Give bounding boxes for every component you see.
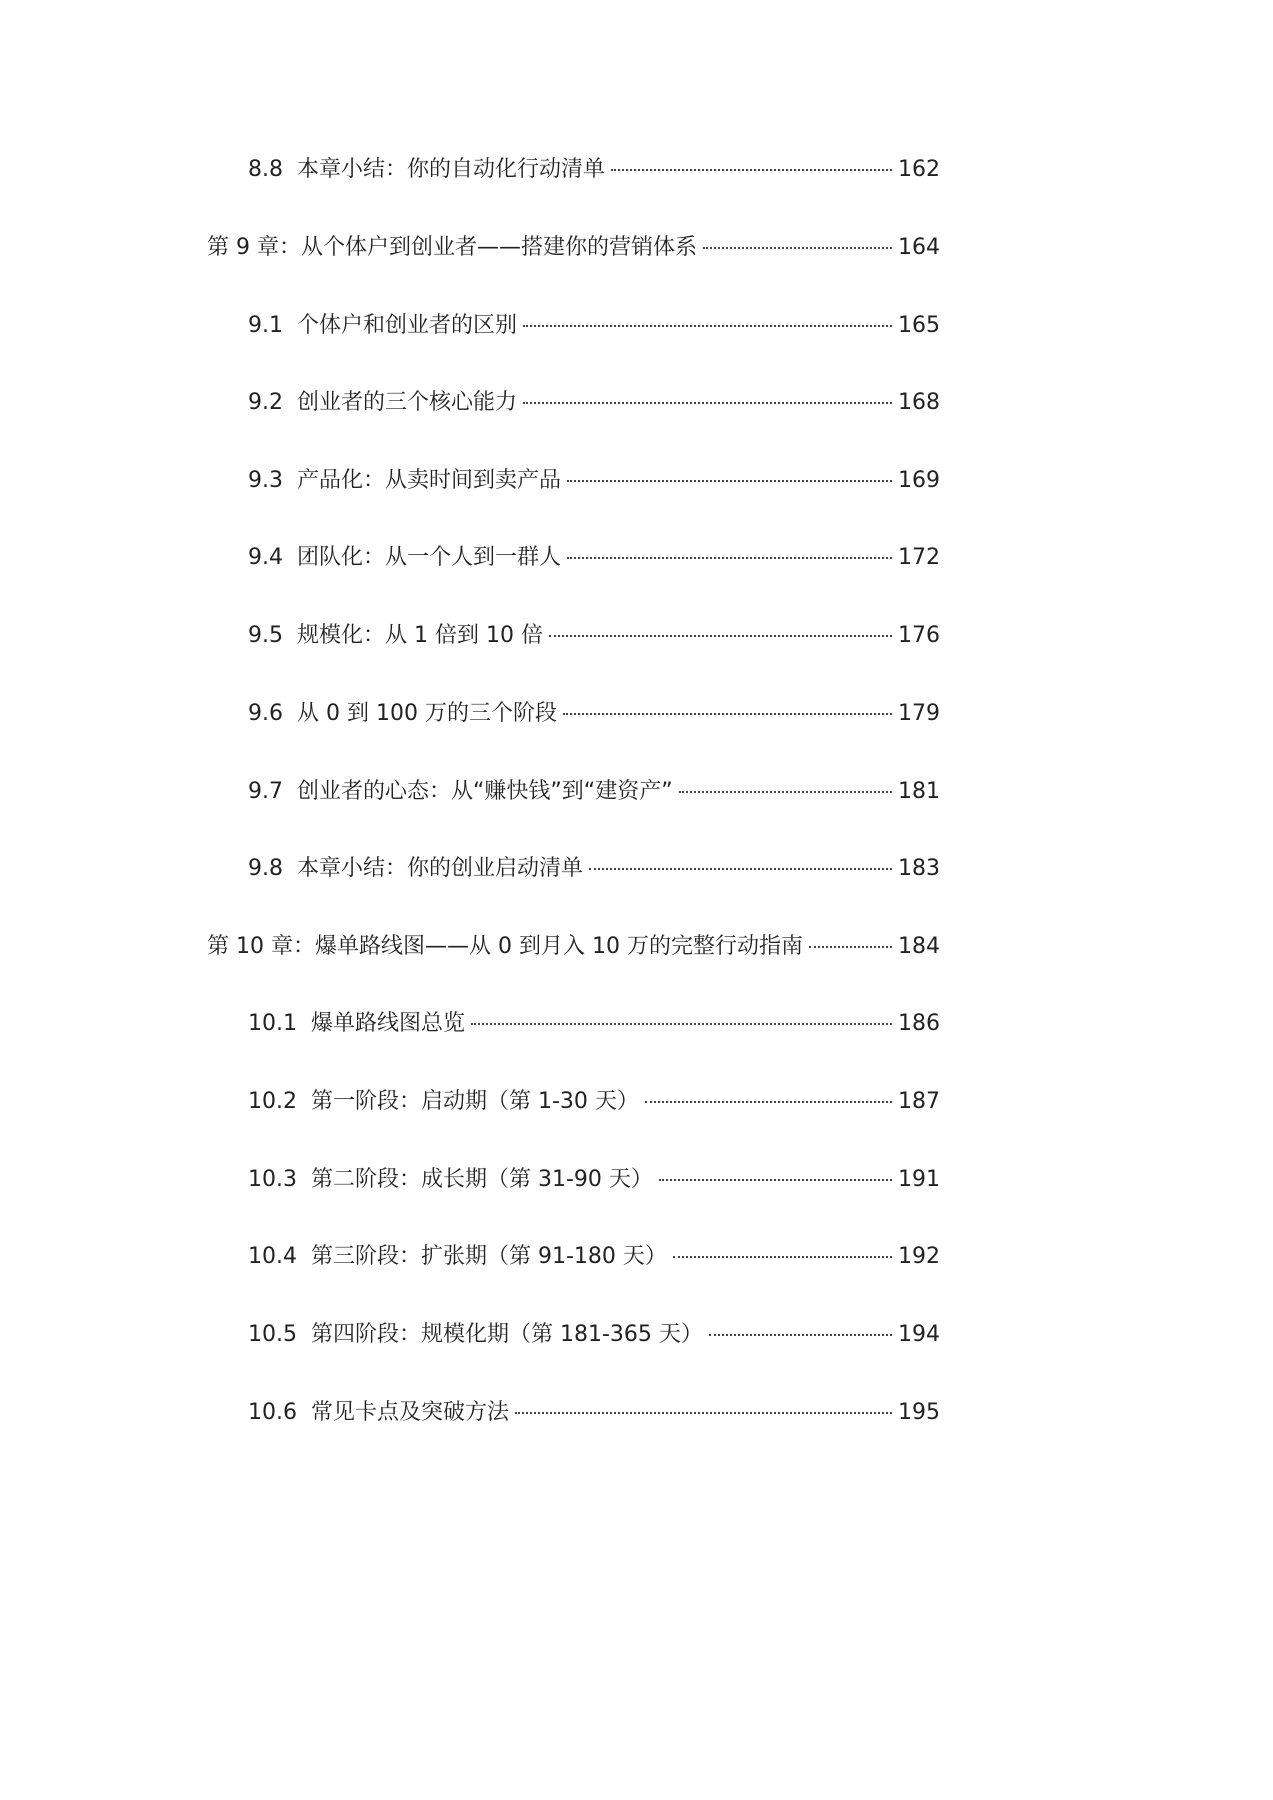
section-number: 10.5 — [248, 1322, 297, 1347]
toc-entry[interactable] — [248, 774, 940, 810]
page-number: 183 — [898, 856, 940, 881]
toc-entry[interactable] — [248, 1084, 940, 1120]
toc-entry[interactable] — [248, 1006, 940, 1042]
section-title: 常见卡点及突破方法 — [310, 1400, 509, 1425]
dot-leader — [471, 1023, 892, 1025]
section-title: 第三阶段：扩张期（第 91-180 天） — [310, 1244, 667, 1269]
dot-leader — [679, 791, 892, 793]
page-number: 176 — [898, 623, 940, 648]
section-title: 从 0 到 100 万的三个阶段 — [297, 701, 557, 726]
section-number: 9.7 — [248, 779, 283, 804]
dot-leader — [659, 1179, 892, 1181]
page-number: 165 — [898, 313, 940, 338]
section-title: 个体户和创业者的区别 — [297, 313, 518, 338]
toc-entry[interactable] — [248, 463, 940, 499]
toc-entry[interactable] — [248, 385, 940, 421]
toc-entry[interactable] — [248, 618, 940, 654]
dot-leader — [809, 946, 892, 948]
dot-leader — [523, 402, 892, 404]
page-number: 191 — [898, 1167, 940, 1192]
chapter-number: 第 9 章： — [207, 235, 301, 260]
section-number: 10.4 — [248, 1244, 297, 1269]
section-number: 10.2 — [248, 1089, 297, 1114]
dot-leader — [523, 325, 892, 327]
page-number: 179 — [898, 701, 940, 726]
dot-leader — [673, 1256, 892, 1258]
dot-leader — [703, 247, 892, 249]
chapter-number: 第 10 章： — [207, 934, 315, 959]
section-title: 爆单路线图总览 — [310, 1011, 465, 1036]
toc-chapter-entry[interactable] — [207, 929, 940, 965]
section-title: 产品化：从卖时间到卖产品 — [297, 468, 562, 493]
section-number: 9.2 — [248, 390, 283, 415]
section-number: 9.6 — [248, 701, 283, 726]
toc-entry[interactable] — [248, 1239, 940, 1275]
page-number: 186 — [898, 1011, 940, 1036]
toc-entry[interactable] — [248, 851, 940, 887]
chapter-title: 爆单路线图——从 0 到月入 10 万的完整行动指南 — [314, 934, 803, 959]
section-title: 第二阶段：成长期（第 31-90 天） — [310, 1167, 653, 1192]
page-number: 169 — [898, 468, 940, 493]
section-number: 9.5 — [248, 623, 283, 648]
section-title: 创业者的三个核心能力 — [297, 390, 518, 415]
page-number: 194 — [898, 1322, 940, 1347]
section-number: 9.4 — [248, 545, 283, 570]
toc-entry[interactable] — [248, 540, 940, 576]
section-title: 创业者的心态：从“赚快钱”到“建资产” — [297, 779, 673, 804]
section-number: 9.3 — [248, 468, 283, 493]
toc-entry[interactable] — [248, 1395, 940, 1431]
dot-leader — [567, 557, 892, 559]
section-title: 本章小结：你的自动化行动清单 — [297, 157, 606, 182]
page-number: 187 — [898, 1089, 940, 1114]
section-number: 9.1 — [248, 313, 283, 338]
toc-chapter-entry[interactable] — [207, 230, 940, 266]
chapter-title: 从个体户到创业者——搭建你的营销体系 — [300, 235, 697, 260]
dot-leader — [645, 1101, 892, 1103]
dot-leader — [515, 1412, 892, 1414]
page-number: 192 — [898, 1244, 940, 1269]
dot-leader — [549, 635, 892, 637]
page-number: 181 — [898, 779, 940, 804]
dot-leader — [709, 1334, 892, 1336]
toc-entry[interactable] — [248, 308, 940, 344]
toc-entry[interactable] — [248, 1317, 940, 1353]
page-number: 162 — [898, 157, 940, 182]
section-number: 10.1 — [248, 1011, 297, 1036]
page-number: 164 — [898, 235, 940, 260]
section-number: 8.8 — [248, 157, 283, 182]
section-number: 10.6 — [248, 1400, 297, 1425]
section-title: 规模化：从 1 倍到 10 倍 — [297, 623, 543, 648]
dot-leader — [567, 480, 892, 482]
dot-leader — [589, 868, 892, 870]
section-title: 本章小结：你的创业启动清单 — [297, 856, 584, 881]
toc-entry[interactable] — [248, 696, 940, 732]
page-number: 172 — [898, 545, 940, 570]
page-number: 195 — [898, 1400, 940, 1425]
page-number: 184 — [898, 934, 940, 959]
dot-leader — [611, 169, 892, 171]
toc-entry[interactable] — [248, 1162, 940, 1198]
section-number: 10.3 — [248, 1167, 297, 1192]
section-title: 团队化：从一个人到一群人 — [297, 545, 562, 570]
section-title: 第四阶段：规模化期（第 181-365 天） — [310, 1322, 703, 1347]
section-number: 9.8 — [248, 856, 283, 881]
dot-leader — [563, 713, 892, 715]
toc-entry[interactable] — [248, 152, 940, 188]
section-title: 第一阶段：启动期（第 1-30 天） — [310, 1089, 639, 1114]
page-number: 168 — [898, 390, 940, 415]
